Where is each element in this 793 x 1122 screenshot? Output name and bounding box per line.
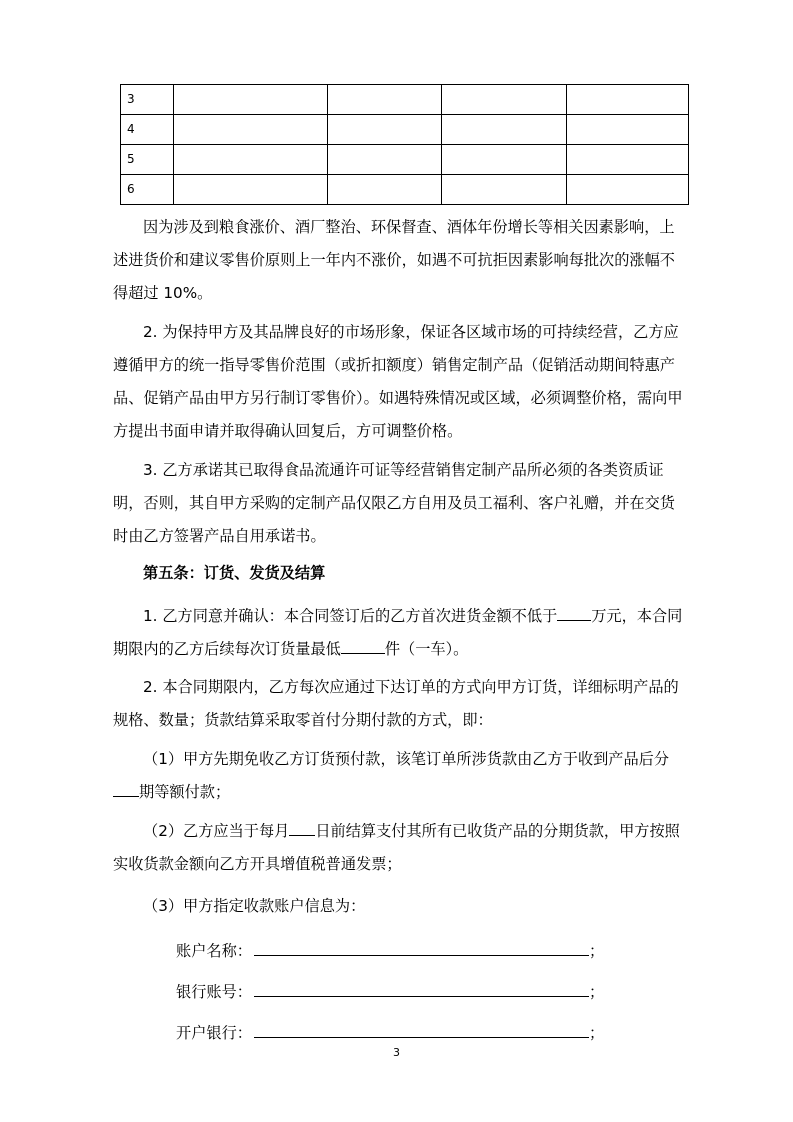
paragraph-item-3: （3）甲方指定收款账户信息为： xyxy=(143,897,366,915)
bank-row xyxy=(176,1019,604,1044)
table-cell xyxy=(567,175,689,205)
paragraph-item-2 xyxy=(113,815,686,881)
account-number-label: 银行账号： xyxy=(176,983,252,1001)
paragraph-order-1 xyxy=(113,600,686,666)
item-2-text-a: （2）乙方应当于每月 xyxy=(143,822,290,840)
bank-field[interactable] xyxy=(254,1019,589,1038)
row-number: 6 xyxy=(121,175,174,205)
table-cell xyxy=(328,175,442,205)
account-number-row xyxy=(176,978,604,1003)
bank-label: 开户银行： xyxy=(176,1024,252,1042)
table-cell xyxy=(442,145,567,175)
row-number: 5 xyxy=(121,145,174,175)
account-number-field[interactable] xyxy=(254,978,589,997)
table-row xyxy=(121,145,689,175)
paragraph-clause-2: 2. 为保持甲方及其品牌良好的市场形象，保证各区域市场的可持续经营，乙方应遵循甲方的统一指导零售价范围（或折扣额度）销售定制产品（促销活动期间特惠产品、促销产品由甲方另行制订零售价）。如遇特殊情况或区域，必须调整价格，需向甲方提出书面申请并取得确认回复后，方可调整价格。 xyxy=(113,323,683,440)
row-number: 3 xyxy=(121,85,174,115)
table-cell xyxy=(567,85,689,115)
table-cell xyxy=(174,145,328,175)
order-1-text-c: 件（一车）。 xyxy=(384,640,469,658)
table-cell xyxy=(567,115,689,145)
table-row xyxy=(121,115,689,145)
row-number: 4 xyxy=(121,115,174,145)
price-table xyxy=(120,84,689,205)
order-1-text-b: 万元，本合同期限内的乙方后续每次订货量最低 xyxy=(113,607,683,658)
table-cell xyxy=(174,115,328,145)
table-cell xyxy=(567,145,689,175)
paragraph-clause-3: 3. 乙方承诺其已取得食品流通许可证等经营销售定制产品所必须的各类资质证明，否则，其自甲方采购的定制产品仅限乙方自用及员工福利、客户礼赠，并在交货时由乙方签署产品自用承诺书。 xyxy=(113,461,675,545)
installments-blank[interactable] xyxy=(113,778,139,797)
order-1-text-a: 1. 乙方同意并确认：本合同签订后的乙方首次进货金额不低于 xyxy=(143,607,558,625)
account-number-terminator: ； xyxy=(588,983,605,1001)
account-name-field[interactable] xyxy=(254,937,589,956)
table-cell xyxy=(174,85,328,115)
table-cell xyxy=(442,175,567,205)
account-name-terminator: ； xyxy=(588,942,605,960)
bank-terminator: ； xyxy=(588,1024,605,1042)
paragraph-item-1 xyxy=(113,743,686,809)
table-cell xyxy=(442,85,567,115)
table-cell xyxy=(328,85,442,115)
day-blank[interactable] xyxy=(289,817,315,836)
item-1-text-b: 期等额付款； xyxy=(139,783,231,801)
page-number: 3 xyxy=(393,1046,400,1059)
item-1-text-a: （1）甲方先期免收乙方订货预付款，该笔订单所涉货款由乙方于收到产品后分 xyxy=(143,750,670,768)
table-cell xyxy=(328,115,442,145)
paragraph-price-note: 因为涉及到粮食涨价、酒厂整治、环保督查、酒体年份增长等相关因素影响，上述进货价和建议零售价原则上一年内不涨价，如遇不可抗拒因素影响每批次的涨幅不得超过 10%。 xyxy=(113,218,675,302)
amount-blank[interactable] xyxy=(557,602,591,621)
table-cell xyxy=(174,175,328,205)
account-name-label: 账户名称： xyxy=(176,942,252,960)
table-row xyxy=(121,175,689,205)
table-cell xyxy=(328,145,442,175)
table-row xyxy=(121,85,689,115)
paragraph-order-2: 2. 本合同期限内，乙方每次应通过下达订单的方式向甲方订货，详细标明产品的规格、数量；货款结算采取零首付分期付款的方式，即： xyxy=(113,678,679,729)
table-cell xyxy=(442,115,567,145)
item-2-text-b: 日前结算支付其所有已收货产品的分期货款，甲方按照实收货款金额向乙方开具增值税普通发票； xyxy=(113,822,680,873)
quantity-blank[interactable] xyxy=(341,635,385,654)
section-heading: 第五条：订货、发货及结算 xyxy=(143,564,326,582)
account-name-row xyxy=(176,937,604,962)
